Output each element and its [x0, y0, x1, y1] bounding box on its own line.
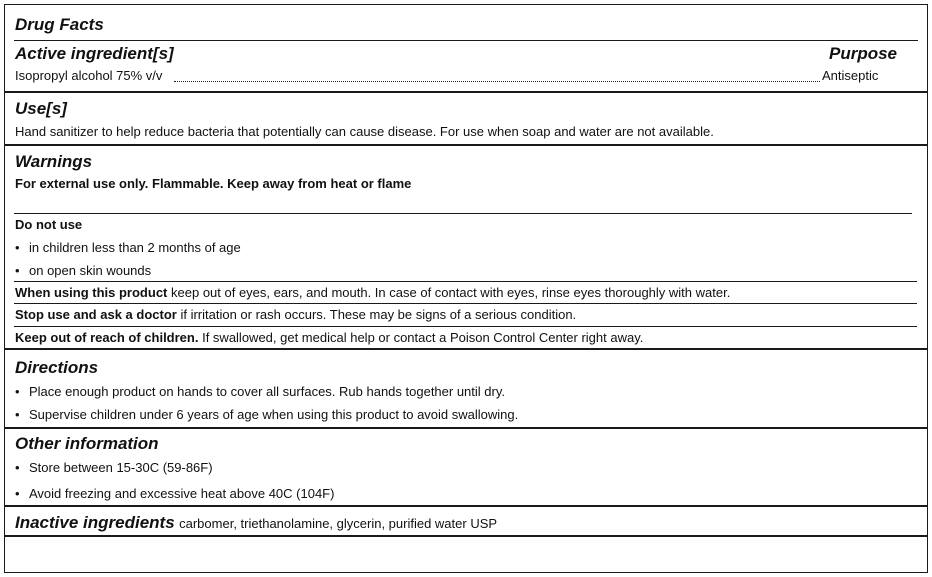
- uses-text: Hand sanitizer to help reduce bacteria that potentially can cause disease. For use when soap and water are not available.: [15, 124, 714, 139]
- bullet-icon: •: [15, 407, 20, 422]
- other-info-item: • Store between 15-30C (59-86F): [15, 460, 213, 475]
- page-title: Drug Facts: [15, 15, 104, 34]
- do-not-use-item: • in children less than 2 months of age: [15, 240, 241, 255]
- do-not-use-item: • on open skin wounds: [15, 263, 152, 278]
- active-ingredient-heading: Active ingredient[s]: [15, 44, 174, 63]
- directions-item: • Supervise children under 6 years of age when using this product to avoid swallowing.: [15, 407, 519, 422]
- keep-out-line: Keep out of reach of children. If swallowed, get medical help or contact a Poison Control Center right away.: [15, 330, 644, 345]
- other-info-item: • Avoid freezing and excessive heat above 40C (104F): [15, 486, 335, 501]
- section-divider: [5, 427, 927, 429]
- dot-leader: [174, 81, 820, 82]
- other-info-heading: Other information: [15, 434, 159, 453]
- section-divider: [5, 144, 927, 146]
- inactive-ingredients-line: [15, 513, 497, 533]
- inactive-ingredients-text: carbomer, triethanolamine, glycerin, purified water USP: [179, 516, 498, 531]
- directions-item: • Place enough product on hands to cover all surfaces. Rub hands together until dry.: [15, 384, 505, 399]
- bullet-icon: •: [15, 460, 20, 475]
- inactive-ingredients-heading: Inactive ingredients: [15, 513, 175, 532]
- warnings-divider: [14, 213, 912, 214]
- external-use-warning: For external use only. Flammable. Keep away from heat or flame: [15, 176, 412, 191]
- title-divider: [14, 40, 918, 41]
- uses-heading: Use[s]: [15, 99, 67, 118]
- warnings-heading: Warnings: [15, 152, 93, 171]
- stop-use-line: Stop use and ask a doctor if irritation or rash occurs. These may be signs of a serious condition.: [15, 307, 577, 322]
- when-using-line: When using this product keep out of eyes, ears, and mouth. In case of contact with eyes, rinse eyes thoroughly with water.: [15, 285, 731, 300]
- do-not-use-label: Do not use: [15, 217, 83, 232]
- bullet-icon: •: [15, 263, 20, 278]
- section-divider: [5, 505, 927, 507]
- bullet-icon: •: [15, 240, 20, 255]
- purpose-heading: Purpose: [829, 44, 898, 63]
- warnings-divider: [14, 303, 917, 304]
- section-divider: [5, 348, 927, 350]
- purpose-value: Antiseptic: [822, 68, 879, 83]
- active-ingredient-name: Isopropyl alcohol 75% v/v: [15, 68, 163, 83]
- directions-heading: Directions: [15, 358, 99, 377]
- warnings-divider: [14, 281, 917, 282]
- section-divider: [5, 535, 927, 537]
- bullet-icon: •: [15, 384, 20, 399]
- section-divider: [5, 91, 927, 93]
- bullet-icon: •: [15, 486, 20, 501]
- warnings-divider: [14, 326, 917, 327]
